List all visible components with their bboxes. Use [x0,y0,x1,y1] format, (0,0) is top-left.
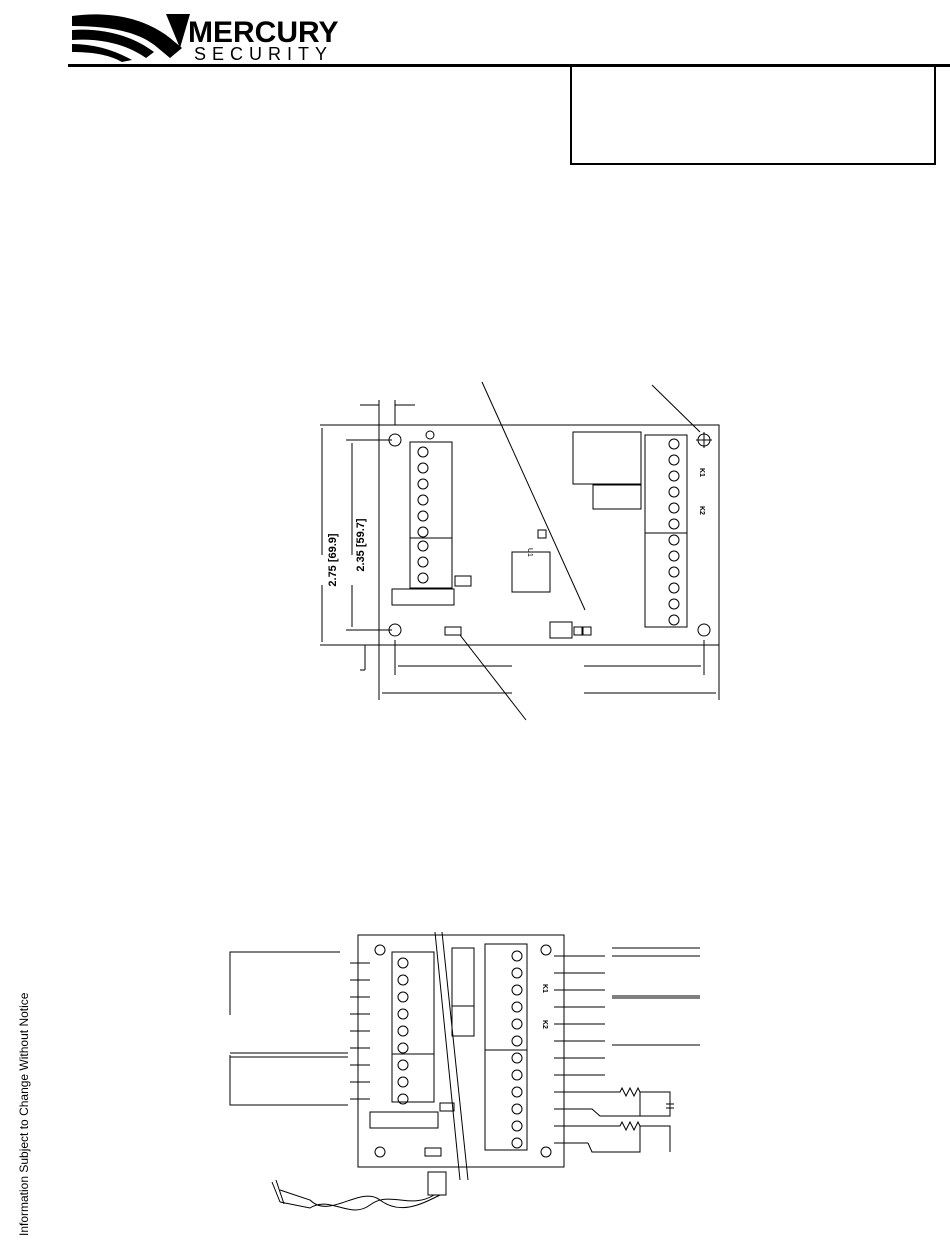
board-outline [379,425,719,645]
brand-name: MERCURY [188,16,339,49]
relay [573,432,641,484]
board-outline [358,935,564,1167]
header-pins [392,589,454,605]
height-outer-dimension: 2.75 [69.9] [327,533,339,587]
terminal-block [410,538,452,588]
chip-label: U1 [526,548,533,557]
terminal-block [645,435,687,533]
info-box [570,67,936,165]
mounting-hole [698,624,710,636]
side-notice: Information Subject to Change Without Notice [17,992,31,1236]
relay-k1-label: K1 [541,984,548,993]
terminal-screws [418,447,428,583]
height-inner-dimension: 2.35 [59.7] [355,518,367,572]
wiring-diagram [220,920,700,1220]
brand-sub: SECURITY [194,44,334,64]
relay [593,485,641,509]
relay-k1-label: K1 [698,468,705,477]
relay-k2-label: K2 [698,506,705,515]
terminal-block [410,442,452,538]
chip [512,552,550,592]
relay-k2-label: K2 [541,1020,548,1029]
terminal-block [645,533,687,627]
mercury-security-logo [70,8,380,64]
board-dimension-drawing [300,370,740,730]
trademark-mark: TM [168,13,180,22]
